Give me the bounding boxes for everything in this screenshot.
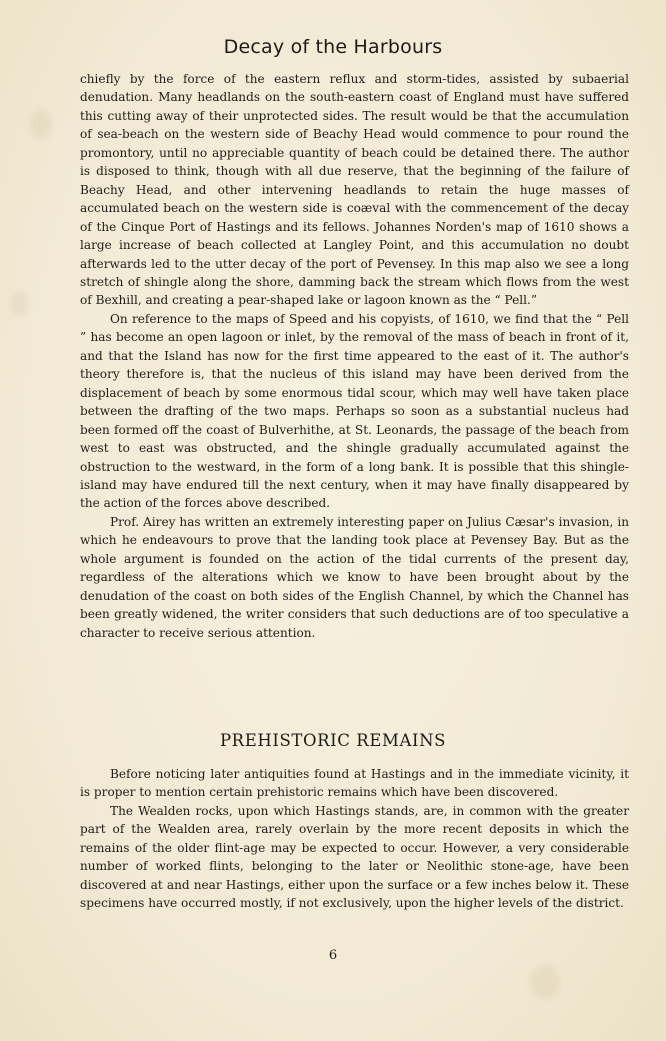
paragraph-2: On reference to the maps of Speed and his copyists, of 1610, we find that the “ Pell ” has become an open lagoon or inlet, by the removal of the mass of beach in front of it, and that the Island has now for the first time appeared to the east of it. The author's theory therefore is, that the nucleus of this island may have been derived from the displacement of beach by some enormous tidal scour, which may well have taken place between the drafting of the two maps. Perhaps so soon as a substantial nucleus had been formed off the coast of Bulverhithe, at St. Leonards, the passage of the beach from west to east was obstructed, and the shingle gradually accumulated against the obstruction to the westward, in the form of a long bank. It is possible that this shingle-island may have endured till the next century, when it may have finally disappeared by the action of the forces above described.	[80, 311, 629, 511]
page-number: 6	[328, 948, 338, 963]
body-text-bottom	[80, 765, 629, 913]
running-head: Decay of the Harbours	[223, 36, 443, 58]
paper-stain	[10, 290, 28, 316]
paragraph-1: chiefly by the force of the eastern reflux and storm-tides, assisted by subaerial denudation. Many headlands on the south-eastern coast of England must have suffered this cutting away of their unprotected sides. The result would be that the accumulation of sea-beach on the western side of Beachy Head would commence to pour round the promontory, until no appreciable quantity of beach could be detained there. The author is disposed to think, though with all due reserve, that the beginning of the failure of Beachy Head, and other intervening headlands to retain the huge masses of accumulated beach on the western side is coæval with the commencement of the decay of the Cinque Port of Hastings and its fellows. Johannes Norden's map of 1610 shows a large increase of beach collected at Langley Point, and this accumulation no doubt afterwards led to the utter decay of the port of Pevensey. In this map also we see a long stretch of shingle along the shore, damming back the stream which flows from the west of Bexhill, and creating a pear-shaped lake or lagoon known as the “ Pell.”	[80, 72, 629, 308]
paragraph-4: Before noticing later antiquities found at Hastings and in the immediate vicinity, it is proper to mention certain prehistoric remains which have been discovered.	[80, 767, 629, 800]
paragraph-5: The Wealden rocks, upon which Hastings stands, are, in common with the greater part of the Wealden area, rarely overlain by the more recent deposits in which the remains of the older flint-age may be expected to occur. However, a very considerable number of worked flints, belonging to the later or Neolithic stone-age, have been discovered at and near Hastings, either upon the surface or a few inches below it. These specimens have occurred mostly, if not exclusively, upon the higher levels of the district.	[80, 803, 629, 911]
section-heading: PREHISTORIC REMAINS	[219, 731, 447, 750]
paragraph-3: Prof. Airey has written an extremely interesting paper on Julius Cæsar's invasion, in which he endeavours to prove that the landing took place at Pevensey Bay. But as the whole argument is founded on the action of the tidal currents of the present day, regardless of the alterations which we know to have been brought about by the denudation of the coast on both sides of the English Channel, by which the Channel has been greatly widened, the writer considers that such deductions are of too speculative a character to receive serious attention.	[80, 514, 629, 640]
paper-stain	[30, 110, 52, 140]
body-text-top	[80, 70, 629, 642]
paper-stain	[530, 965, 560, 999]
